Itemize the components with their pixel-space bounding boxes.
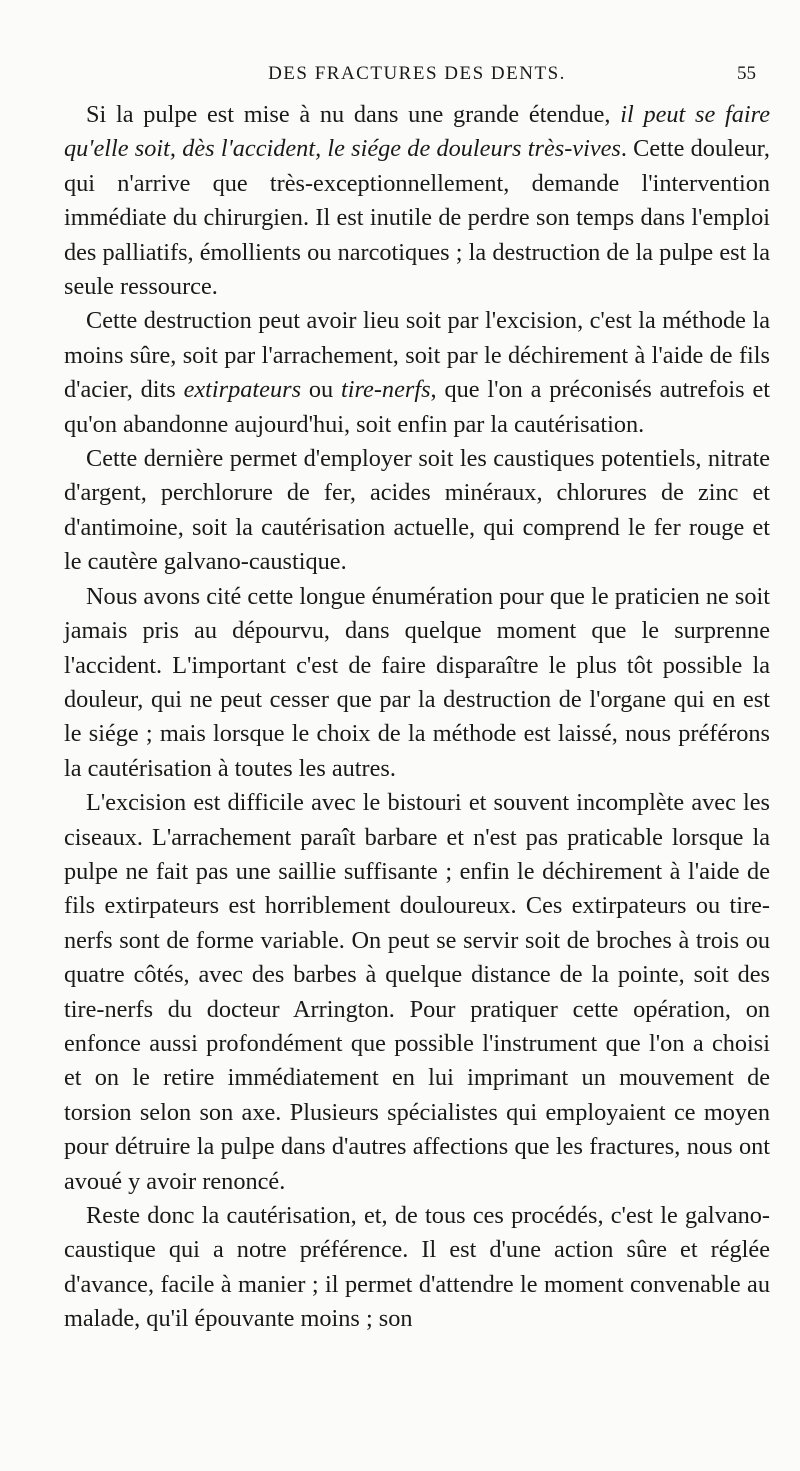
- paragraph: [64, 98, 770, 304]
- paragraph: [64, 1199, 770, 1337]
- text-run: Cette destruction peut avoir lieu soit par l'excision, c'est la méthode la moins sûre, soit par l'arrachement, soit par le déchirement à l'aide de fils d'acier, dits: [64, 307, 770, 404]
- italic-text: tire-nerfs: [341, 376, 431, 404]
- paragraph: [64, 442, 770, 580]
- italic-text: il peut se faire qu'elle soit, dès l'accident, le siége de douleurs très-vives: [64, 101, 770, 163]
- page-number: 55: [737, 63, 756, 84]
- text-run: Reste donc la cautérisation, et, de tous ces procédés, c'est le galvano-caustique qui a notre préférence. Il est d'une action sûre et réglée d'avance, facile à manier ; il permet d'attendre le moment convenable au malade, qu'il épouvante moins ; son: [64, 1202, 770, 1333]
- text-run: , que l'on a préconisés autrefois et qu'on abandonne aujourd'hui, soit enfin par la cautérisation.: [64, 376, 770, 438]
- text-run: Si la pulpe est mise à nu dans une grande étendue,: [86, 101, 621, 128]
- text-run: L'excision est difficile avec le bistouri et souvent incomplète avec les ciseaux. L'arrachement paraît barbare et n'est pas praticable lorsque la pulpe ne fait pas une saillie suffisante ; enfin le déchirement à l'aide de fils extirpateurs est horriblement douloureux. Ces extirpateurs ou tire-nerfs sont de forme variable. On peut se servir soit de broches à trois ou quatre côtés, avec des barbes à quelque distance de la pointe, soit des tire-nerfs du docteur Arrington. Pour pratiquer cette opération, on enfonce aussi profondément que possible l'instrument que l'on a choisi et on le retire immédiatement en lui imprimant un mouvement de torsion selon son axe. Plusieurs spécialistes qui employaient ce moyen pour détruire la pulpe dans d'autres affections que les fractures, nous ont avoué y avoir renoncé.: [64, 789, 770, 1195]
- paragraph: [64, 304, 770, 442]
- text-run: Cette dernière permet d'employer soit les caustiques potentiels, nitrate d'argent, perchlorure de fer, acides minéraux, chlorures de zinc et d'antimoine, soit la cautérisation actuelle, qui comprend le fer rouge et le cautère galvano-caustique.: [64, 445, 770, 576]
- body-text: [64, 98, 770, 1337]
- text-run: Nous avons cité cette longue énumération pour que le praticien ne soit jamais pris au dépourvu, dans quelque moment que le surprenne l'accident. L'important c'est de faire disparaître le plus tôt possible la douleur, qui ne peut cesser que par la destruction de l'organe qui en est le siége ; mais lorsque le choix de la méthode est laissé, nous préférons la cautérisation à toutes les autres.: [64, 582, 770, 782]
- text-run: . Cette douleur, qui n'arrive que très-exceptionnellement, demande l'intervention immédiate du chirurgien. Il est inutile de perdre son temps dans l'emploi des palliatifs, émollients ou narcotiques ; la destruction de la pulpe est la seule ressource.: [64, 135, 770, 301]
- running-head: [64, 52, 770, 96]
- paragraph: [64, 580, 770, 786]
- text-run: ou: [301, 376, 341, 404]
- italic-text: extirpateurs: [183, 376, 302, 404]
- running-title: DES FRACTURES DES DENTS.: [268, 63, 566, 84]
- paragraph: [64, 786, 770, 1199]
